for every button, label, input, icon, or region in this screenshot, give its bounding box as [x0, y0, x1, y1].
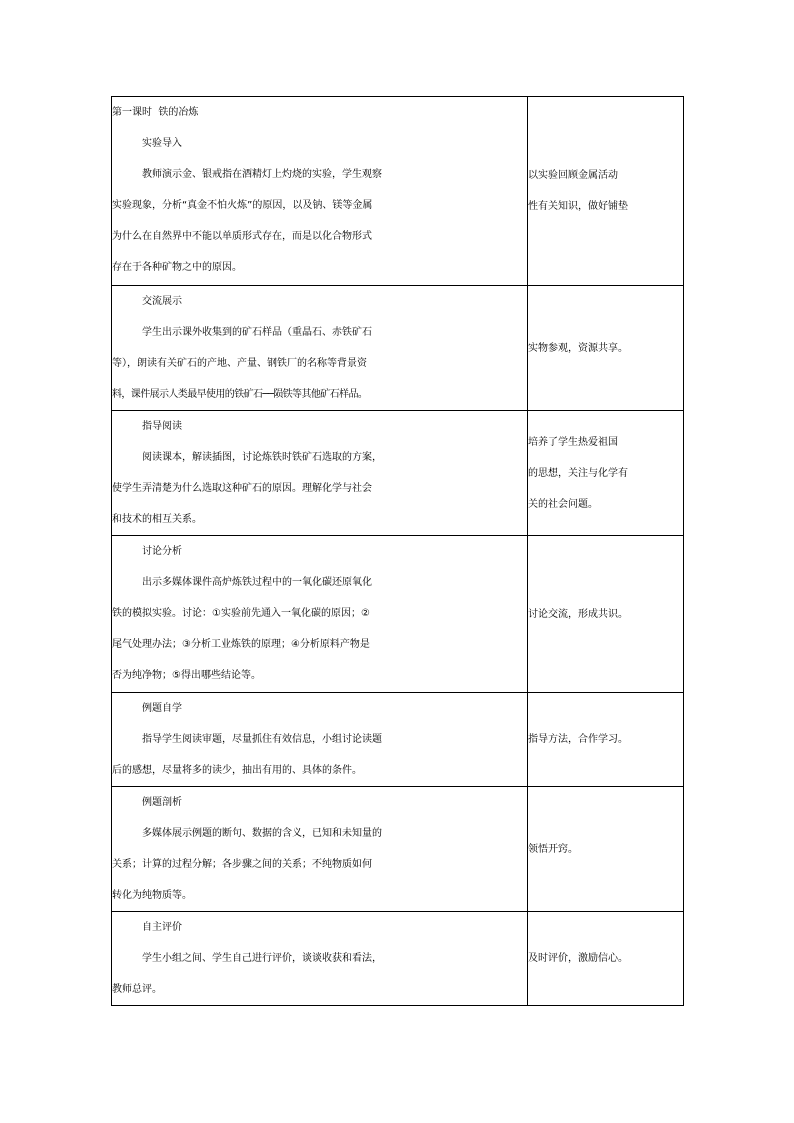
paragraph-line: 阅读课本，解读插图，讨论炼铁时铁矿石选取的方案， — [142, 452, 382, 463]
paragraph-line: 为什么在自然界中不能以单质形式存在，而是以化合物形式 — [112, 231, 372, 242]
note-line: 实物参观，资源共享。 — [528, 342, 628, 354]
section-heading: 例题自学 — [142, 703, 182, 714]
paragraph-line: 关系；计算的过程分解；各步骤之间的关系；不纯物质如何 — [112, 859, 372, 870]
paragraph-line: 料，课件展示人类最早使用的铁矿石──陨铁等其他矿石样品。 — [112, 389, 368, 400]
content-cell — [112, 286, 528, 411]
paragraph-line: 否为纯净物；⑤得出哪些结论等。 — [112, 670, 261, 681]
paragraph-line: 转化为纯物质等。 — [112, 890, 192, 901]
paragraph-line: 教师总评。 — [112, 984, 162, 995]
paragraph-line: 出示多媒体课件高炉炼铁过程中的一氧化碳还原氧化 — [142, 577, 372, 588]
content-cell — [112, 97, 528, 286]
paragraph-line: 后的感想，尽量将多的读少，抽出有用的、具体的条件。 — [112, 765, 362, 776]
note-cell — [528, 536, 684, 693]
paragraph-line: 存在于各种矿物之中的原因。 — [112, 262, 242, 273]
content-cell — [112, 912, 528, 1006]
content-cell — [112, 411, 528, 536]
section-heading: 讨论分析 — [142, 546, 182, 557]
table-row — [112, 286, 684, 411]
content-cell — [112, 693, 528, 787]
table-row — [112, 693, 684, 787]
paragraph-line: 教师演示金、银戒指在酒精灯上灼烧的实验，学生观察 — [142, 169, 382, 180]
section-heading: 实验导入 — [142, 138, 182, 149]
table-row — [112, 97, 684, 286]
note-line: 以实验回顾金属活动 — [528, 170, 618, 181]
paragraph-line: 学生小组之间、学生自己进行评价，谈谈收获和看法， — [142, 953, 382, 964]
note-line: 关的社会问题。 — [528, 498, 598, 510]
note-cell — [528, 787, 684, 912]
paragraph-line: 铁的模拟实验。讨论：①实验前先通入一氧化碳的原因；② — [112, 608, 370, 619]
table-row — [112, 411, 684, 536]
table-row — [112, 787, 684, 912]
paragraph-line: 尾气处理办法；③分析工业炼铁的原理；④分析原料产物是 — [112, 639, 370, 650]
section-heading: 指导阅读 — [142, 421, 182, 432]
paragraph-line: 实验现象，分析“真金不怕火炼”的原因，以及钠、镁等金属 — [112, 200, 373, 211]
lesson-plan-table — [111, 96, 684, 1006]
lesson-title: 第一课时 铁的冶炼 — [112, 107, 199, 118]
note-cell — [528, 97, 684, 286]
paragraph-line: 指导学生阅读审题，尽量抓住有效信息，小组讨论读题 — [142, 734, 382, 745]
paragraph-line: 和技术的相互关系。 — [112, 514, 202, 525]
section-heading: 例题剖析 — [142, 797, 182, 808]
content-cell — [112, 536, 528, 693]
note-line: 及时评价，激励信心。 — [528, 953, 628, 964]
section-heading: 自主评价 — [142, 922, 182, 933]
content-cell — [112, 787, 528, 912]
note-line: 讨论交流，形成共识。 — [528, 608, 628, 620]
paragraph-line: 使学生弄清楚为什么选取这种矿石的原因。理解化学与社会 — [112, 483, 372, 494]
paragraph-line: 等），朗读有关矿石的产地、产量、钢铁厂的名称等背景资 — [112, 358, 367, 369]
note-cell — [528, 286, 684, 411]
table-row — [112, 912, 684, 1006]
section-heading: 交流展示 — [142, 296, 182, 307]
note-line: 指导方法，合作学习。 — [528, 734, 628, 745]
note-cell — [528, 912, 684, 1006]
note-cell — [528, 693, 684, 787]
note-line: 领悟开窍。 — [528, 843, 578, 855]
note-cell — [528, 411, 684, 536]
table-row — [112, 536, 684, 693]
note-line: 的思想，关注与化学有 — [528, 467, 628, 479]
paragraph-line: 多媒体展示例题的断句、数据的含义，已知和未知量的 — [142, 828, 382, 839]
note-line: 性有关知识，做好铺垫 — [528, 201, 628, 212]
paragraph-line: 学生出示课外收集到的矿石样品（重晶石、赤铁矿石 — [142, 327, 372, 338]
note-line: 培养了学生热爱祖国 — [528, 436, 618, 448]
